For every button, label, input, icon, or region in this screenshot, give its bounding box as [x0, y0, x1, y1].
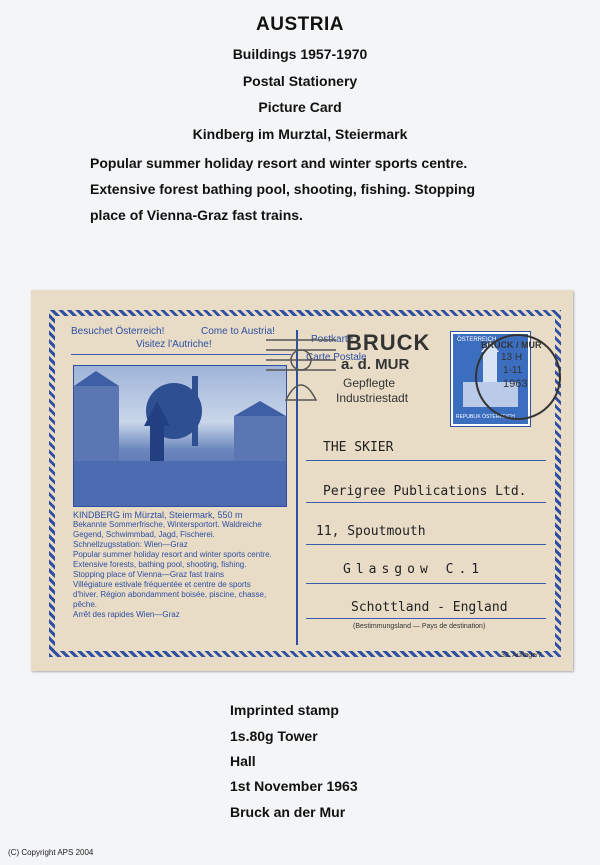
footer-line: 1s.80g Tower — [230, 728, 318, 744]
postcard-label: Postkarte — [311, 334, 354, 345]
caption-line: Popular summer holiday resort and winter sports centre. — [73, 550, 272, 559]
footer-line: 1st November 1963 — [230, 778, 358, 794]
caption-line: Schnellzugsstation: Wien—Graz — [73, 540, 188, 549]
cancel-slogan: Gepflegte — [343, 376, 396, 390]
address-rule — [306, 502, 546, 503]
caption-line: Arrêt des rapides Wien—Graz — [73, 610, 180, 619]
postal-card — [31, 290, 573, 671]
caption-line: d'hiver. Région abondamment boisée, piscine, chasse, — [73, 590, 267, 599]
destination-label: (Bestimmungsland — Pays de destination) — [353, 623, 486, 630]
caption-line: Extensive forests, bathing pool, shooting, fishing. — [73, 560, 247, 569]
footer-line: Bruck an der Mur — [230, 804, 346, 820]
fountain-cancel-icon — [266, 330, 336, 410]
copyright: (C) Copyright APS 2004 — [8, 848, 94, 857]
description — [90, 150, 560, 228]
category-title: Postal Stationery — [242, 73, 358, 89]
caption-line: pêche. — [73, 600, 98, 609]
address-line-5: Schottland - England — [351, 600, 508, 615]
postmark-ring: BRUCK / MUR — [481, 340, 542, 350]
cancel-town-sub: a. d. MUR — [341, 356, 410, 373]
postmark-date: 1-11 — [503, 365, 523, 376]
town-square-illustration — [74, 366, 286, 506]
postmark-time: 13 H — [501, 352, 523, 363]
cancel-town: BRUCK — [346, 330, 431, 355]
edition-label: 33. Auflage/7 — [501, 652, 542, 659]
address-line-3: 11, Spoutmouth — [316, 524, 426, 539]
caption-line: Bekannte Sommerfrische, Wintersportort. Waldreiche — [73, 520, 262, 529]
postmark-year: 1963 — [503, 378, 528, 390]
description-line: place of Vienna-Graz fast trains. — [90, 207, 303, 223]
postcard-label-fr: Carte Postale — [306, 352, 367, 363]
greeting-en: Come to Austria! — [201, 326, 275, 337]
caption-line: Villégiature estivale fréquentée et centre de sports — [73, 580, 251, 589]
card-caption — [73, 510, 293, 620]
series-title: Buildings 1957-1970 — [232, 46, 368, 62]
stamp-country: ÖSTERREICH — [457, 337, 497, 343]
page-title: AUSTRIA — [256, 14, 344, 35]
stamp-republic: REPUBLIK ÖSTERREICH — [456, 414, 515, 420]
address-rule — [306, 583, 546, 584]
address-line-1: THE SKIER — [323, 440, 394, 455]
caption-line: Stopping place of Vienna—Graz fast trains — [73, 570, 225, 579]
type-title: Picture Card — [258, 99, 342, 115]
address-rule — [306, 544, 546, 545]
footer-line: Imprinted stamp — [230, 702, 339, 718]
cancel-slogan-2: Industriestadt — [336, 391, 409, 405]
kindberg-photo — [73, 365, 287, 507]
caption-line: KINDBERG im Mürztal, Steiermark, 550 m — [73, 510, 243, 520]
address-line-4: Glasgow C.1 — [343, 562, 485, 577]
footer-line: Hall — [230, 753, 256, 769]
address-rule — [306, 618, 546, 619]
location-title: Kindberg im Murztal, Steiermark — [192, 126, 408, 142]
address-rule — [306, 460, 546, 461]
greeting-fr: Visitez l'Autriche! — [136, 339, 212, 350]
caption-line: Gegend, Schwimmbad, Jagd, Fischerei. — [73, 530, 215, 539]
greeting-de: Besuchet Österreich! — [71, 326, 165, 337]
address-line-2: Perigree Publications Ltd. — [323, 484, 527, 499]
description-line: Extensive forest bathing pool, shooting, fishing. Stopping — [90, 181, 475, 197]
greeting-rule — [71, 354, 291, 355]
description-line: Popular summer holiday resort and winter sports centre. — [90, 155, 468, 171]
